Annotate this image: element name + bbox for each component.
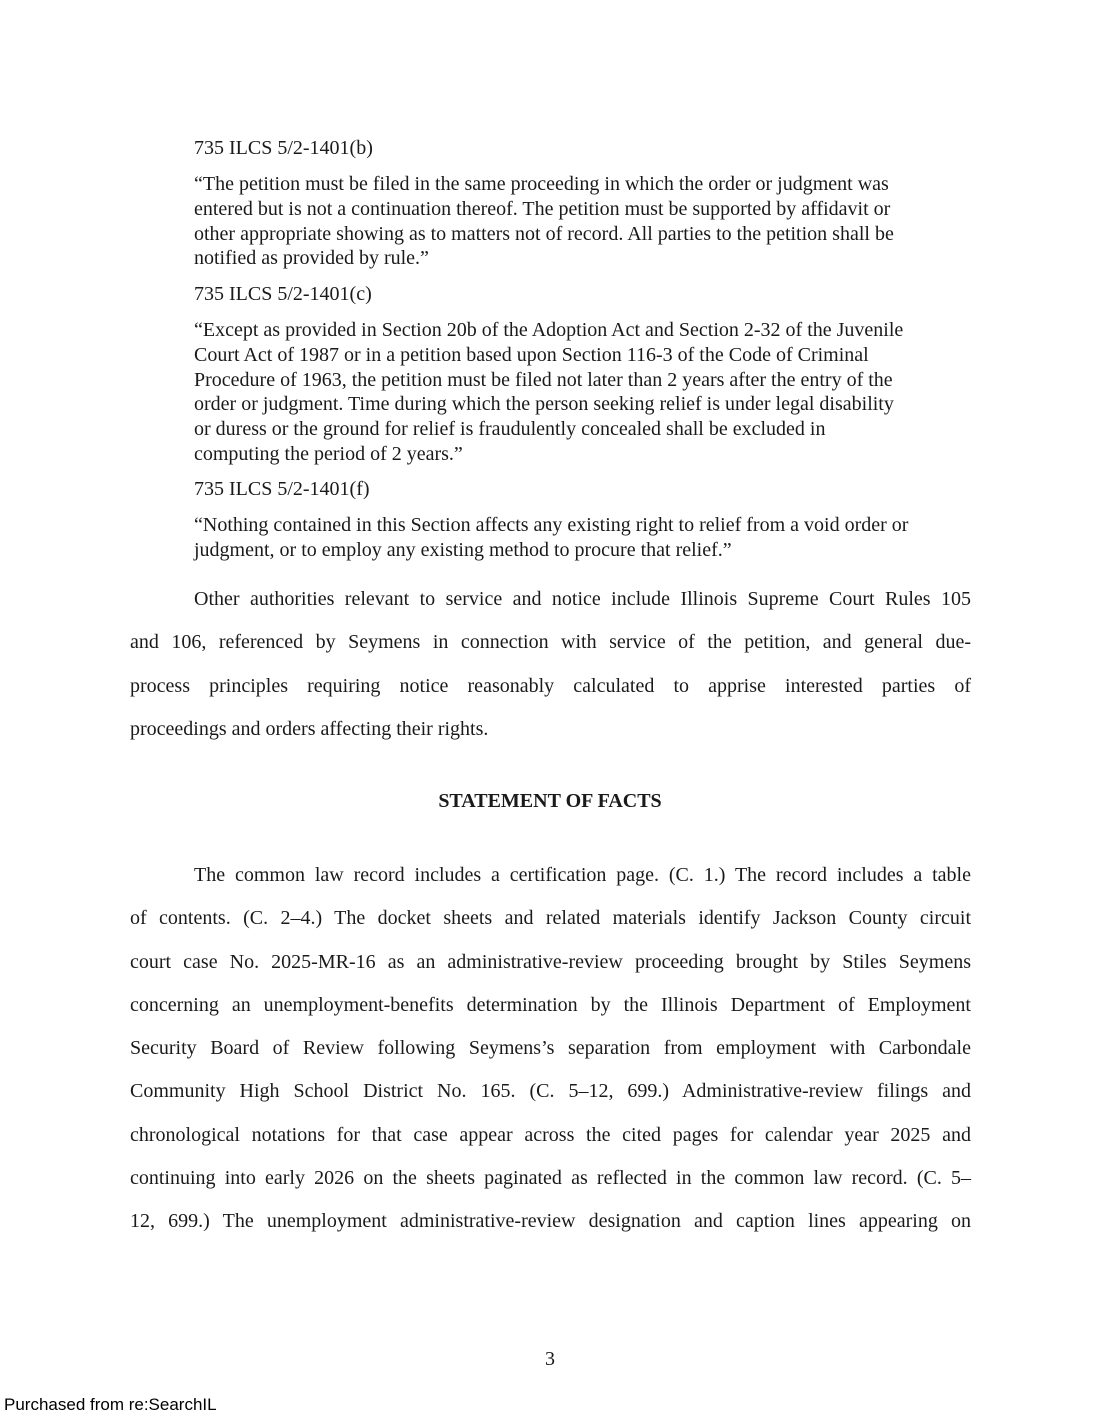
quote-line: “The petition must be filed in the same proceeding in which the order or judgment was <box>194 173 889 195</box>
paragraph-line: continuing into early 2026 on the sheets paginated as reflected in the common law record. (C. 5– <box>130 1167 971 1190</box>
quote-line: other appropriate showing as to matters not of record. All parties to the petition shall be <box>194 222 894 245</box>
facts-paragraph <box>130 863 971 1253</box>
paragraph-line: of contents. (C. 2–4.) The docket sheets and related materials identify Jackson County circuit <box>130 907 971 930</box>
statute-quote <box>194 513 984 563</box>
paragraph-line: Security Board of Review following Seymens’s separation from employment with Carbondale <box>130 1037 971 1060</box>
quote-line: Procedure of 1963, the petition must be filed not later than 2 years after the entry of the <box>194 368 893 391</box>
paragraph-line: court case No. 2025-MR-16 as an administrative-review proceeding brought by Stiles Seymens <box>130 950 971 973</box>
quote-line: “Nothing contained in this Section affects any existing right to relief from a void order or <box>194 514 909 536</box>
quote-line: entered but is not a continuation thereof. The petition must be supported by affidavit or <box>194 197 891 220</box>
statute-citation: 735 ILCS 5/2-1401(c) <box>194 283 372 305</box>
statute-quote <box>194 318 984 467</box>
section-heading: STATEMENT OF FACTS <box>438 790 662 812</box>
paragraph-line: 12, 699.) The unemployment administrative-review designation and caption lines appearing on <box>130 1210 971 1233</box>
quote-line: Court Act of 1987 or in a petition based upon Section 116-3 of the Code of Criminal <box>194 343 869 366</box>
paragraph-line: and 106, referenced by Seymens in connection with service of the petition, and general due- <box>130 631 971 654</box>
quote-line: notified as provided by rule.” <box>194 247 429 270</box>
quote-line: order or judgment. Time during which the person seeking relief is under legal disability <box>194 393 894 416</box>
page-number: 3 <box>545 1348 555 1370</box>
paragraph-line: process principles requiring notice reasonably calculated to apprise interested parties of <box>130 674 971 697</box>
paragraph-line: proceedings and orders affecting their rights. <box>130 717 489 740</box>
quote-line: “Except as provided in Section 20b of the Adoption Act and Section 2-32 of the Juvenile <box>194 319 904 341</box>
statute-citation: 735 ILCS 5/2-1401(b) <box>194 137 373 159</box>
quote-line: or duress or the ground for relief is fraudulently concealed shall be excluded in <box>194 418 826 441</box>
quote-line: computing the period of 2 years.” <box>194 442 463 465</box>
paragraph-line: chronological notations for that case appear across the cited pages for calendar year 2025 and <box>130 1123 971 1146</box>
paragraph-line: Other authorities relevant to service and notice include Illinois Supreme Court Rules 105 <box>194 588 971 610</box>
purchase-footer: Purchased from re:SearchIL <box>4 1395 217 1414</box>
statute-citation: 735 ILCS 5/2-1401(f) <box>194 478 370 500</box>
paragraph-line: Community High School District No. 165. (C. 5–12, 699.) Administrative-review filings and <box>130 1080 971 1103</box>
quote-line: judgment, or to employ any existing method to procure that relief.” <box>194 538 732 561</box>
statute-quote <box>194 172 984 271</box>
paragraph-line: The common law record includes a certification page. (C. 1.) The record includes a table <box>194 864 971 886</box>
authorities-paragraph <box>130 587 971 760</box>
paragraph-line: concerning an unemployment-benefits determination by the Illinois Department of Employment <box>130 993 971 1016</box>
